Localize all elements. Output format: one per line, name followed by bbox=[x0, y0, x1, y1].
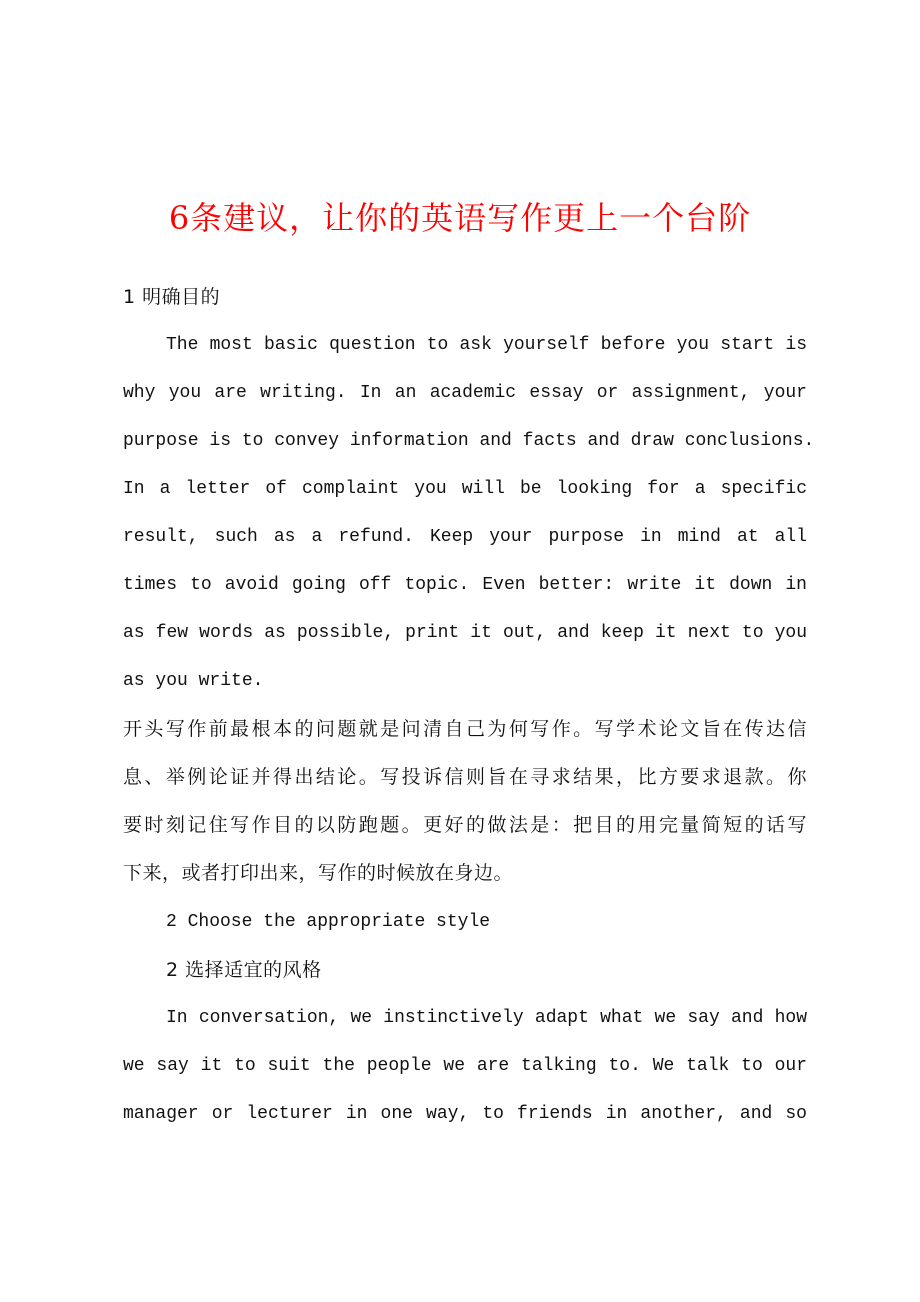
section-1-heading: 1 明确目的 bbox=[123, 286, 221, 308]
paragraph-line: result, such as a refund. Keep your purpose in mind at all bbox=[123, 527, 807, 547]
paragraph-line: 要时刻记住写作目的以防跑题。更好的做法是：把目的用完量简短的话写 bbox=[123, 814, 807, 836]
paragraph-line: why you are writing. In an academic essay or assignment, your bbox=[123, 383, 807, 403]
page-title: 6条建议，让你的英语写作更上一个台阶 bbox=[168, 199, 752, 237]
paragraph-line: 下来，或者打印出来，写作的时候放在身边。 bbox=[123, 862, 514, 884]
paragraph-line: we say it to suit the people we are talking to. We talk to our bbox=[123, 1056, 807, 1076]
paragraph-line: In a letter of complaint you will be looking for a specific bbox=[123, 479, 807, 499]
paragraph-line: 开头写作前最根本的问题就是问清自己为何写作。写学术论文旨在传达信 bbox=[123, 718, 807, 740]
section-2-heading-chinese: 2 选择适宜的风格 bbox=[166, 959, 322, 981]
section-2-heading-english: 2 Choose the appropriate style bbox=[166, 912, 491, 932]
paragraph-line: as few words as possible, print it out, and keep it next to you bbox=[123, 623, 807, 643]
paragraph-line: as you write. bbox=[123, 671, 264, 691]
paragraph-line: 息、举例论证并得出结论。写投诉信则旨在寻求结果，比方要求退款。你 bbox=[123, 766, 807, 788]
paragraph-line: purpose is to convey information and facts and draw conclusions. bbox=[123, 431, 815, 451]
paragraph-line: In conversation, we instinctively adapt what we say and how bbox=[166, 1008, 807, 1028]
paragraph-line: times to avoid going off topic. Even better: write it down in bbox=[123, 575, 807, 595]
paragraph-line: manager or lecturer in one way, to friends in another, and so bbox=[123, 1104, 807, 1124]
paragraph-line: The most basic question to ask yourself before you start is bbox=[166, 335, 807, 355]
